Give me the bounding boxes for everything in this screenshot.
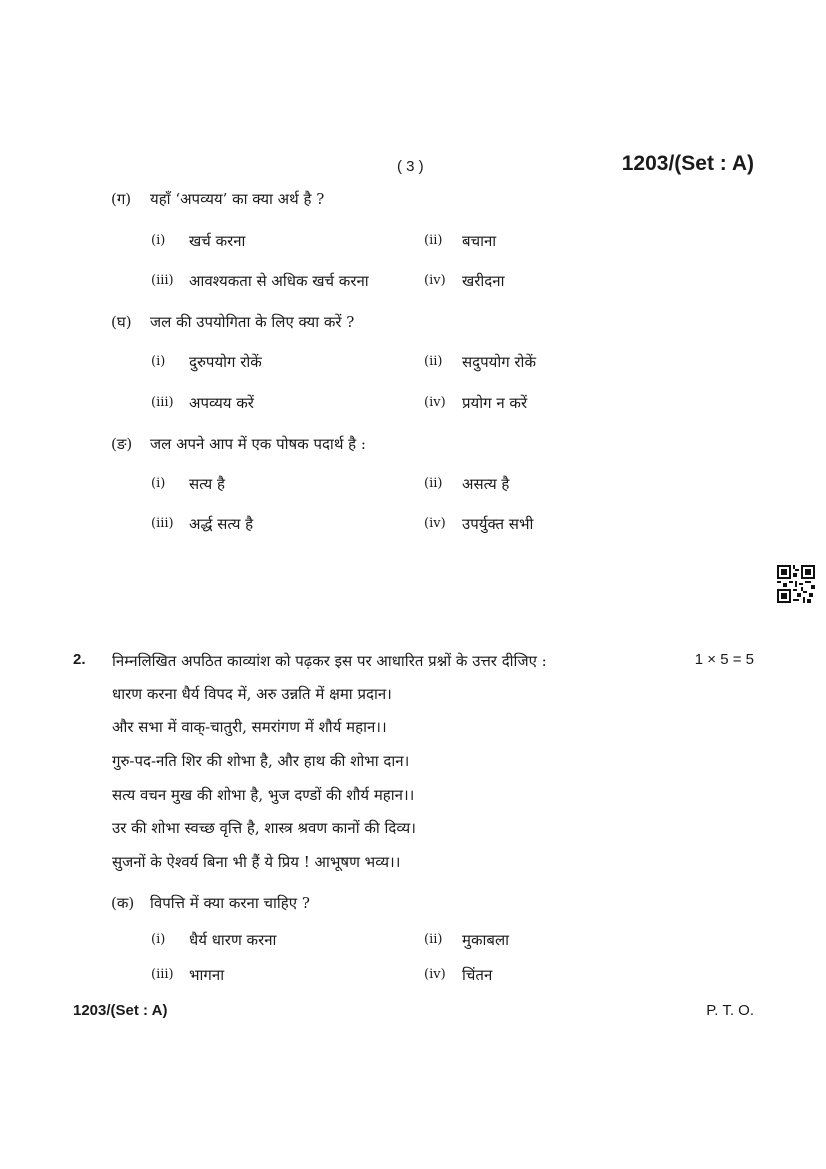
option-number: (ii) <box>424 476 443 491</box>
poem-line: सुजनों के ऐश्वर्य बिना भी हैं ये प्रिय ! आभूषण भव्य।। <box>112 853 401 871</box>
option-number: (iv) <box>424 967 446 982</box>
paper-code-footer: 1203/(Set : A) <box>73 1002 168 1019</box>
option-number: (iii) <box>151 516 174 531</box>
page-number: ( 3 ) <box>397 158 424 175</box>
option-number: (i) <box>151 476 166 491</box>
qr-code-icon <box>777 565 815 603</box>
poem-line: और सभा में वाक्-चातुरी, समरांगण में शौर्य महान।। <box>112 718 387 736</box>
option-number: (i) <box>151 932 166 947</box>
question-marker: (घ) <box>111 313 132 331</box>
option-text: मुकाबला <box>462 931 509 949</box>
option-number: (ii) <box>424 354 443 369</box>
question-text: यहाँ ‘अपव्यय’ का क्या अर्थ है ? <box>150 190 325 208</box>
pto-label: P. T. O. <box>706 1002 754 1019</box>
option-text: खरीदना <box>462 272 505 290</box>
option-text: खर्च करना <box>189 232 246 250</box>
option-number: (iv) <box>424 395 446 410</box>
option-number: (ii) <box>424 233 443 248</box>
option-text: अर्द्ध सत्य है <box>189 515 254 533</box>
option-number: (iii) <box>151 273 174 288</box>
option-number: (iii) <box>151 967 174 982</box>
question-text: विपत्ति में क्या करना चाहिए ? <box>150 894 310 912</box>
poem-line: धारण करना धैर्य विपद में, अरु उन्नति में क्षमा प्रदान। <box>112 685 392 703</box>
question-marker: (ङ) <box>111 435 133 453</box>
option-number: (i) <box>151 233 166 248</box>
option-text: उपर्युक्त सभी <box>462 515 534 533</box>
option-number: (iii) <box>151 395 174 410</box>
marks-label: 1 × 5 = 5 <box>694 651 754 668</box>
question-marker: (क) <box>111 894 135 912</box>
option-text: चिंतन <box>462 966 493 984</box>
question-marker: (ग) <box>111 190 132 208</box>
question-instruction: निम्नलिखित अपठित काव्यांश को पढ़कर इस पर आधारित प्रश्नों के उत्तर दीजिए : <box>112 652 547 670</box>
option-text: भागना <box>189 966 225 984</box>
option-text: अपव्यय करें <box>189 394 254 412</box>
option-text: धैर्य धारण करना <box>189 931 277 949</box>
poem-line: गुरु-पद-नति शिर की शोभा है, और हाथ की शोभा दान। <box>112 752 410 770</box>
option-text: प्रयोग न करें <box>462 394 528 412</box>
question-text: जल अपने आप में एक पोषक पदार्थ है : <box>150 435 366 453</box>
option-number: (i) <box>151 354 166 369</box>
option-text: सत्य है <box>189 475 225 493</box>
option-text: आवश्यकता से अधिक खर्च करना <box>189 272 369 290</box>
paper-code-header: 1203/(Set : A) <box>621 152 754 175</box>
option-text: बचाना <box>462 232 497 250</box>
option-text: असत्य है <box>462 475 510 493</box>
question-text: जल की उपयोगिता के लिए क्या करें ? <box>150 313 355 331</box>
option-number: (iv) <box>424 516 446 531</box>
poem-line: सत्य वचन मुख की शोभा है, भुज दण्डों की शौर्य महान।। <box>112 786 415 804</box>
option-number: (ii) <box>424 932 443 947</box>
poem-line: उर की शोभा स्वच्छ वृत्ति है, शास्त्र श्रवण कानों की दिव्य। <box>112 819 416 837</box>
option-text: दुरुपयोग रोकें <box>189 353 262 371</box>
option-text: सदुपयोग रोकें <box>462 353 536 371</box>
option-number: (iv) <box>424 273 446 288</box>
question-number: 2. <box>73 651 86 668</box>
